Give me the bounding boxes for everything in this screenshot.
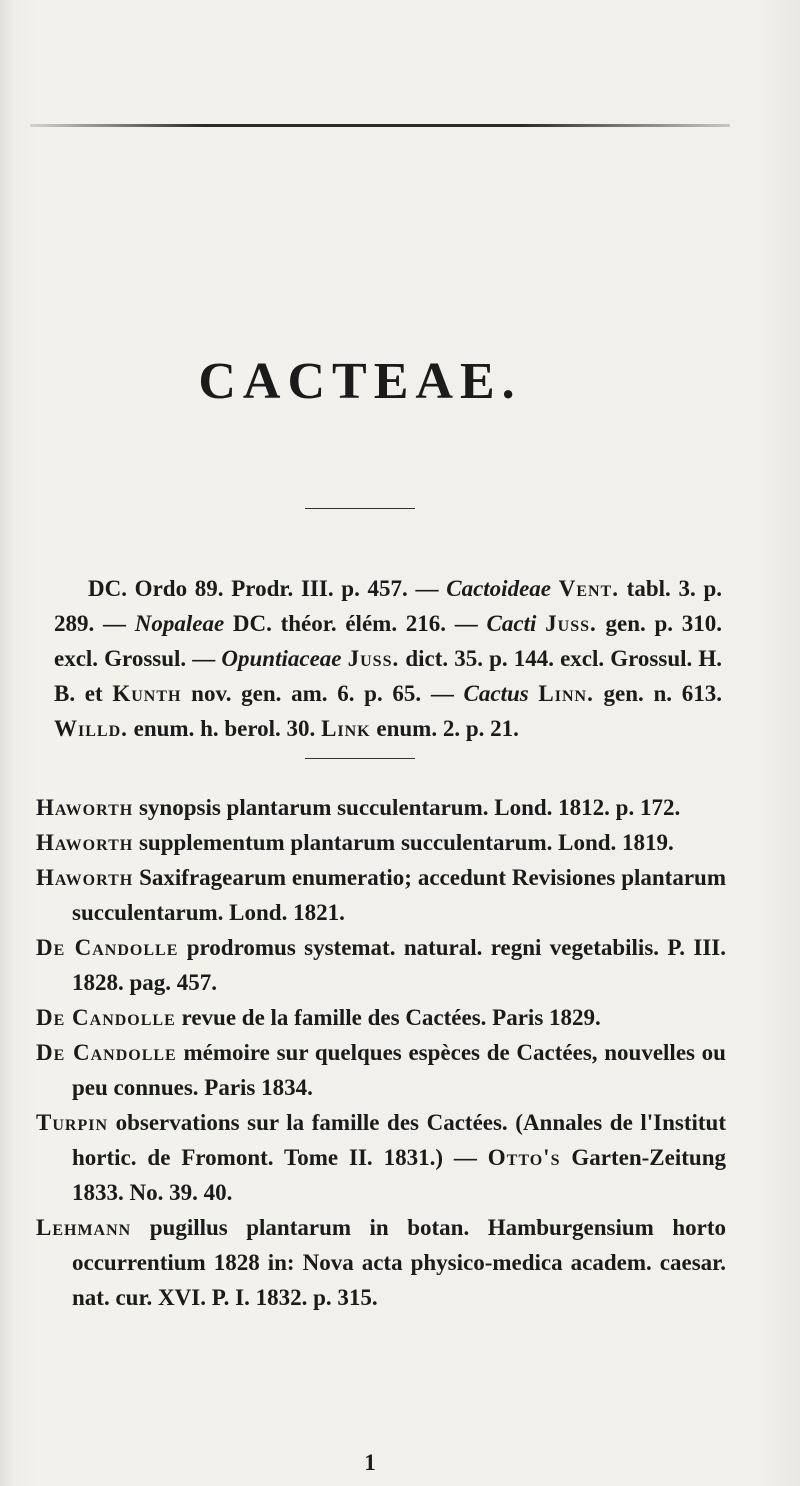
reference-author: Haworth xyxy=(36,795,134,820)
reference-author: Turpin xyxy=(36,1110,109,1135)
taxon-name: Cactoideae xyxy=(446,576,551,601)
taxon-name: Nopaleae xyxy=(134,611,225,636)
reference-text: mémoire sur quelques espèces de Cactées, nouvelles ou peu connues. Paris 1834. xyxy=(72,1040,726,1100)
reference-entry xyxy=(36,1035,726,1105)
reference-text: supplementum plantarum succulentarum. Lond. 1819. xyxy=(133,830,674,855)
intro-text: enum. h. berol. 30. xyxy=(127,716,322,741)
reference-text: Saxifragearum enumeratio; accedunt Revisiones plantarum succulentarum. Lond. 1821. xyxy=(72,865,726,925)
reference-author: Haworth xyxy=(36,865,134,890)
intro-text: enum. 2. p. 21. xyxy=(370,716,519,741)
author-name: Juss. xyxy=(545,611,597,636)
top-rule xyxy=(30,124,730,127)
reference-entry xyxy=(36,1000,726,1035)
intro-text xyxy=(551,576,559,601)
intro-text: nov. gen. am. 6. p. 65. — xyxy=(181,681,464,706)
reference-entry xyxy=(36,860,726,930)
taxon-name: Opuntiaceae xyxy=(221,646,342,671)
reference-entry xyxy=(36,930,726,1000)
taxon-name: Cactus xyxy=(463,681,529,706)
reference-author: Haworth xyxy=(36,830,134,855)
reference-text: Garten-Zeitung 1833. No. 39. 40. xyxy=(72,1145,726,1205)
author-name: Linn. xyxy=(538,681,594,706)
reference-author: Otto's xyxy=(487,1145,561,1170)
reference-list xyxy=(36,790,726,1315)
intro-text xyxy=(529,681,539,706)
reference-entry xyxy=(36,1105,726,1210)
intro-text: dict. 35. p. 144. excl. Grossul. H. B. et xyxy=(54,646,722,706)
intro-text: DC. théor. élém. 216. — xyxy=(224,611,487,636)
reference-entry xyxy=(36,825,726,860)
reference-author: De Candolle xyxy=(36,935,179,960)
intro-text: tabl. 3. p. 289. — xyxy=(54,576,723,636)
reference-author: Lehmann xyxy=(36,1215,132,1240)
page-number: 1 xyxy=(364,1450,376,1475)
intro-text: DC. Ordo 89. Prodr. III. p. 457. — xyxy=(88,576,447,601)
divider-rule xyxy=(305,758,415,759)
author-name: Link xyxy=(321,716,371,741)
author-name: Juss. xyxy=(347,646,400,671)
reference-text: prodromus systemat. natural. regni vegetabilis. P. III. 1828. pag. 457. xyxy=(72,935,726,995)
reference-text: observations sur la famille des Cactées. (Annales de l'Institut hortic. de Fromont. Tome II. 1831.) — xyxy=(72,1110,726,1170)
author-name: Kunth xyxy=(112,681,182,706)
reference-text: revue de la famille des Cactées. Paris 1829. xyxy=(175,1005,601,1030)
intro-text: gen. p. 310. excl. Grossul. — xyxy=(54,611,723,671)
author-name: Vent. xyxy=(558,576,619,601)
reference-entry xyxy=(36,1210,726,1315)
intro-text xyxy=(536,611,545,636)
intro-paragraph xyxy=(54,571,722,746)
divider-rule xyxy=(305,508,415,509)
author-name: Willd. xyxy=(54,716,128,741)
reference-entry xyxy=(36,790,726,825)
reference-author: De Candolle xyxy=(36,1005,176,1030)
page-title: CACTEAE. xyxy=(198,353,522,410)
reference-text: synopsis plantarum succulentarum. Lond. 1812. p. 172. xyxy=(133,795,681,820)
taxon-name: Cacti xyxy=(486,611,537,636)
reference-text: pugillus plantarum in botan. Hamburgensium horto occurrentium 1828 in: Nova acta physico-medica academ. caesar. nat. cur. XVI. P. I. 1832. p. 315. xyxy=(72,1215,726,1310)
reference-author: De Candolle xyxy=(36,1040,177,1065)
intro-text: gen. n. 613. xyxy=(593,681,722,706)
